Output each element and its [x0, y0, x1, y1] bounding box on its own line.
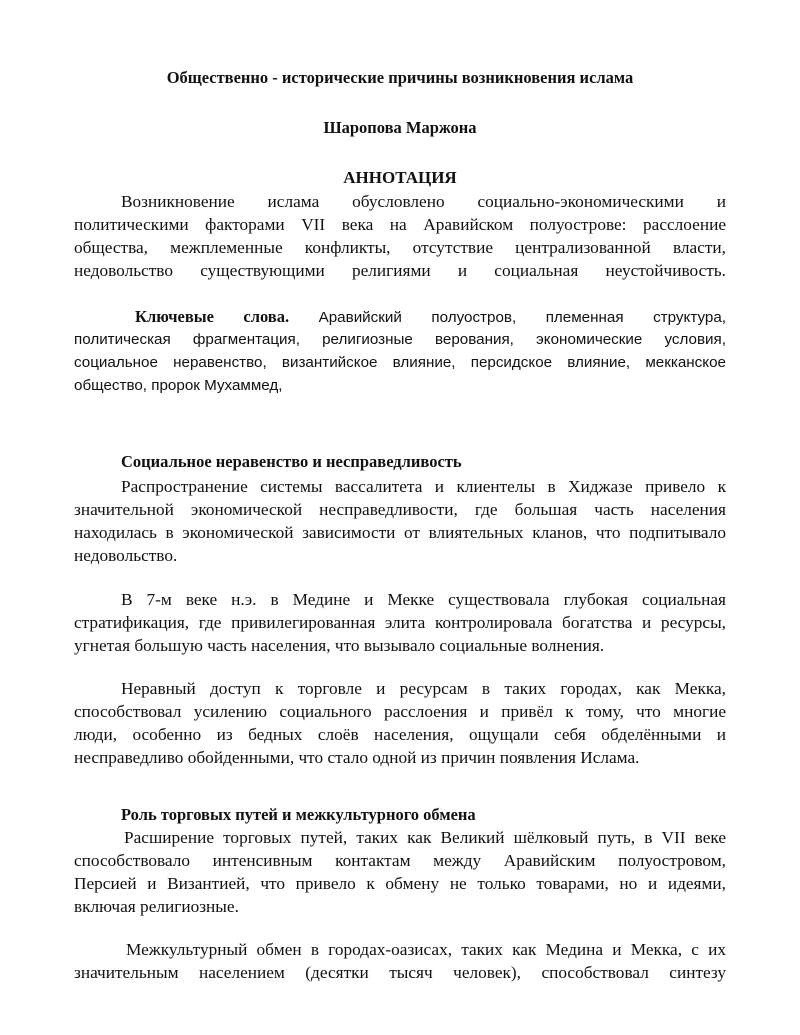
annotation-line: Возникновение ислама обусловлено социально-экономическими и: [121, 192, 726, 211]
keywords-first-line-text: Аравийский полуостров, племенная структура,: [318, 309, 726, 326]
annotation-line: недовольство существующими религиями и социальная неустойчивость.: [74, 261, 726, 280]
keywords-line: социальное неравенство, византийское влияние, персидское влияние, мекканское: [74, 354, 726, 371]
section-heading-inequality: Социальное неравенство и несправедливость: [121, 452, 462, 471]
section1-paragraph-3: [74, 677, 726, 769]
paragraph-line: стратификация, где привилегированная элита контролировала богатства и ресурсы,: [74, 613, 726, 632]
section-heading-trade-routes: Роль торговых путей и межкультурного обмена: [121, 805, 476, 824]
paragraph-line: Межкультурный обмен в городах-оазисах, таких как Медина и Мекка, с их: [126, 940, 726, 959]
paragraph-line: значительной экономической несправедливости, где большая часть населения: [74, 500, 726, 519]
paragraph-line: недовольство.: [74, 546, 178, 565]
section2-paragraph-2: [74, 938, 726, 984]
paragraph-line: включая религиозные.: [74, 897, 239, 916]
paragraph-line: Неравный доступ к торговле и ресурсам в таких городах, как Мекка,: [121, 679, 726, 698]
paragraph-line: В 7-м веке н.э. в Медине и Мекке существовала глубокая социальная: [121, 590, 726, 609]
paragraph-line: Расширение торговых путей, таких как Великий шёлковый путь, в VII веке: [124, 828, 726, 847]
author-name: Шаропова Маржона: [323, 118, 477, 137]
section1-paragraph-2: [74, 588, 726, 657]
section1-paragraph-1: [74, 475, 726, 567]
paragraph-line: угнетая большую часть населения, что вызывало социальные волнения.: [74, 636, 605, 655]
paragraph-line: люди, особенно из бедных слоёв населения, ощущали себя обделёнными и: [74, 725, 726, 744]
annotation-paragraph: [74, 190, 726, 282]
keywords-paragraph: [74, 305, 726, 397]
paragraph-line: несправедливо обойденными, что стало одной из причин появления Ислама.: [74, 748, 640, 767]
keywords-label: Ключевые слова.: [135, 307, 290, 326]
keywords-first-line: [74, 305, 726, 328]
paragraph-line: Распространение системы вассалитета и клиентелы в Хиджазе привело к: [121, 477, 726, 496]
keywords-line: общество, пророк Мухаммед,: [74, 377, 283, 394]
paragraph-line: способствовало интенсивным контактам между Аравийским полуостровом,: [74, 851, 726, 870]
paragraph-line: значительным населением (десятки тысяч человек), способствовал синтезу: [74, 963, 726, 982]
document-title: Общественно - исторические причины возникновения ислама: [166, 68, 634, 87]
paragraph-line: Персией и Византией, что привело к обмену не только товарами, но и идеями,: [74, 874, 726, 893]
section2-paragraph-1: [74, 826, 726, 918]
keywords-line: политическая фрагментация, религиозные верования, экономические условия,: [74, 331, 726, 348]
paragraph-line: находилась в экономической зависимости от влиятельных кланов, что подпитывало: [74, 523, 726, 542]
annotation-heading: АННОТАЦИЯ: [343, 168, 457, 187]
annotation-line: общества, межплеменные конфликты, отсутствие централизованной власти,: [74, 238, 726, 257]
annotation-line: политическими факторами VII века на Аравийском полуострове: расслоение: [74, 215, 726, 234]
paragraph-line: способствовал усилению социального расслоения и привёл к тому, что многие: [74, 702, 726, 721]
